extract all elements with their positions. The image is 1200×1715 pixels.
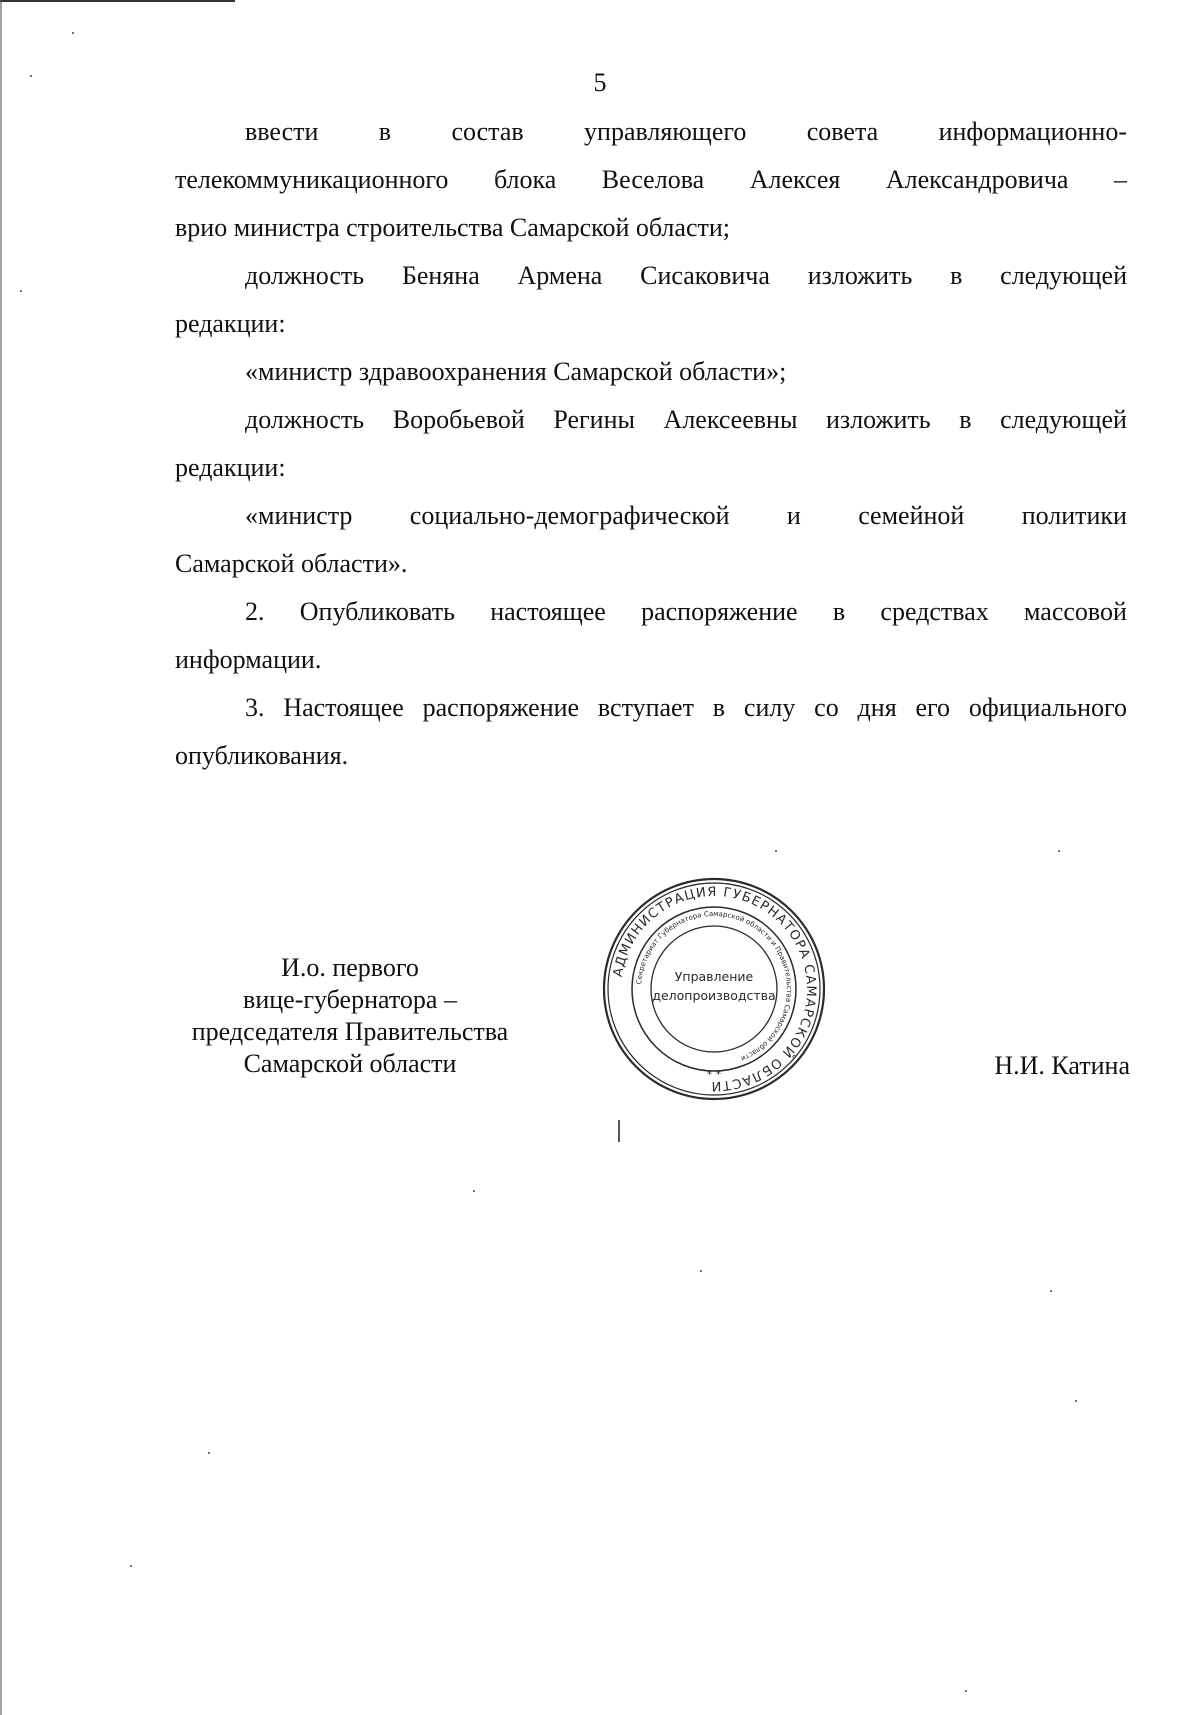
scan-artifact-left-edge bbox=[0, 0, 2, 1715]
justified-line: ввести в состав управляющего совета информационно- bbox=[245, 117, 1127, 146]
justified-line: 3. Настоящее распоряжение вступает в силу со дня его официального bbox=[245, 693, 1127, 722]
signatory-title-line: И.о. первого bbox=[281, 953, 419, 982]
document-body bbox=[175, 108, 1127, 780]
scan-artifact-mark bbox=[618, 1120, 620, 1142]
seal-inner-text: Секретариат Губернатора Самарской области и Правительства Самарской области bbox=[635, 909, 794, 1063]
paragraph-social-minister bbox=[175, 492, 1127, 588]
paragraph-last-line: информации. bbox=[175, 645, 322, 674]
justified-line: 2. Опубликовать настоящее распоряжение в средствах массовой bbox=[245, 597, 1127, 626]
paragraph-health-minister bbox=[175, 348, 1127, 396]
signatory-title bbox=[160, 952, 540, 1080]
paragraph-vorobyeva-position bbox=[175, 396, 1127, 492]
scan-artifact-top-line bbox=[0, 0, 235, 2]
signatory-title-line: Самарской области bbox=[243, 1049, 457, 1078]
page-number: 5 bbox=[593, 68, 607, 97]
seal-stars: * * bbox=[706, 1068, 722, 1081]
justified-line: должность Воробьевой Регины Алексеевны изложить в следующей bbox=[245, 405, 1127, 434]
justified-line: телекоммуникационного блока Веселова Алексея Александровича – bbox=[175, 165, 1127, 194]
signatory-name: Н.И. Катина bbox=[994, 1051, 1130, 1080]
paragraph-line: «министр здравоохранения Самарской области»; bbox=[245, 357, 787, 386]
official-seal-stamp bbox=[598, 873, 830, 1105]
paragraph-effective-date bbox=[175, 684, 1127, 780]
seal-outer-text: АДМИНИСТРАЦИЯ ГУБЕРНАТОРА САМАРСКОЙ ОБЛАСТИ bbox=[610, 884, 819, 1094]
paragraph-add-member bbox=[175, 108, 1127, 252]
seal-center-line: Управление bbox=[674, 969, 754, 984]
justified-line: «министр социально-демографической и семейной политики bbox=[245, 501, 1127, 530]
paragraph-publish bbox=[175, 588, 1127, 684]
paragraph-last-line: опубликования. bbox=[175, 741, 349, 770]
paragraph-last-line: врио министра строительства Самарской области; bbox=[175, 213, 730, 242]
paragraph-last-line: Самарской области». bbox=[175, 549, 408, 578]
justified-line: должность Беняна Армена Сисаковича изложить в следующей bbox=[245, 261, 1127, 290]
paragraph-last-line: редакции: bbox=[175, 453, 286, 482]
paragraph-last-line: редакции: bbox=[175, 309, 286, 338]
paragraph-benyan-position bbox=[175, 252, 1127, 348]
signatory-title-line: председателя Правительства bbox=[191, 1017, 509, 1046]
seal-center-line: делопроизводства bbox=[652, 988, 776, 1003]
signatory-title-line: вице-губернатора – bbox=[243, 985, 457, 1014]
